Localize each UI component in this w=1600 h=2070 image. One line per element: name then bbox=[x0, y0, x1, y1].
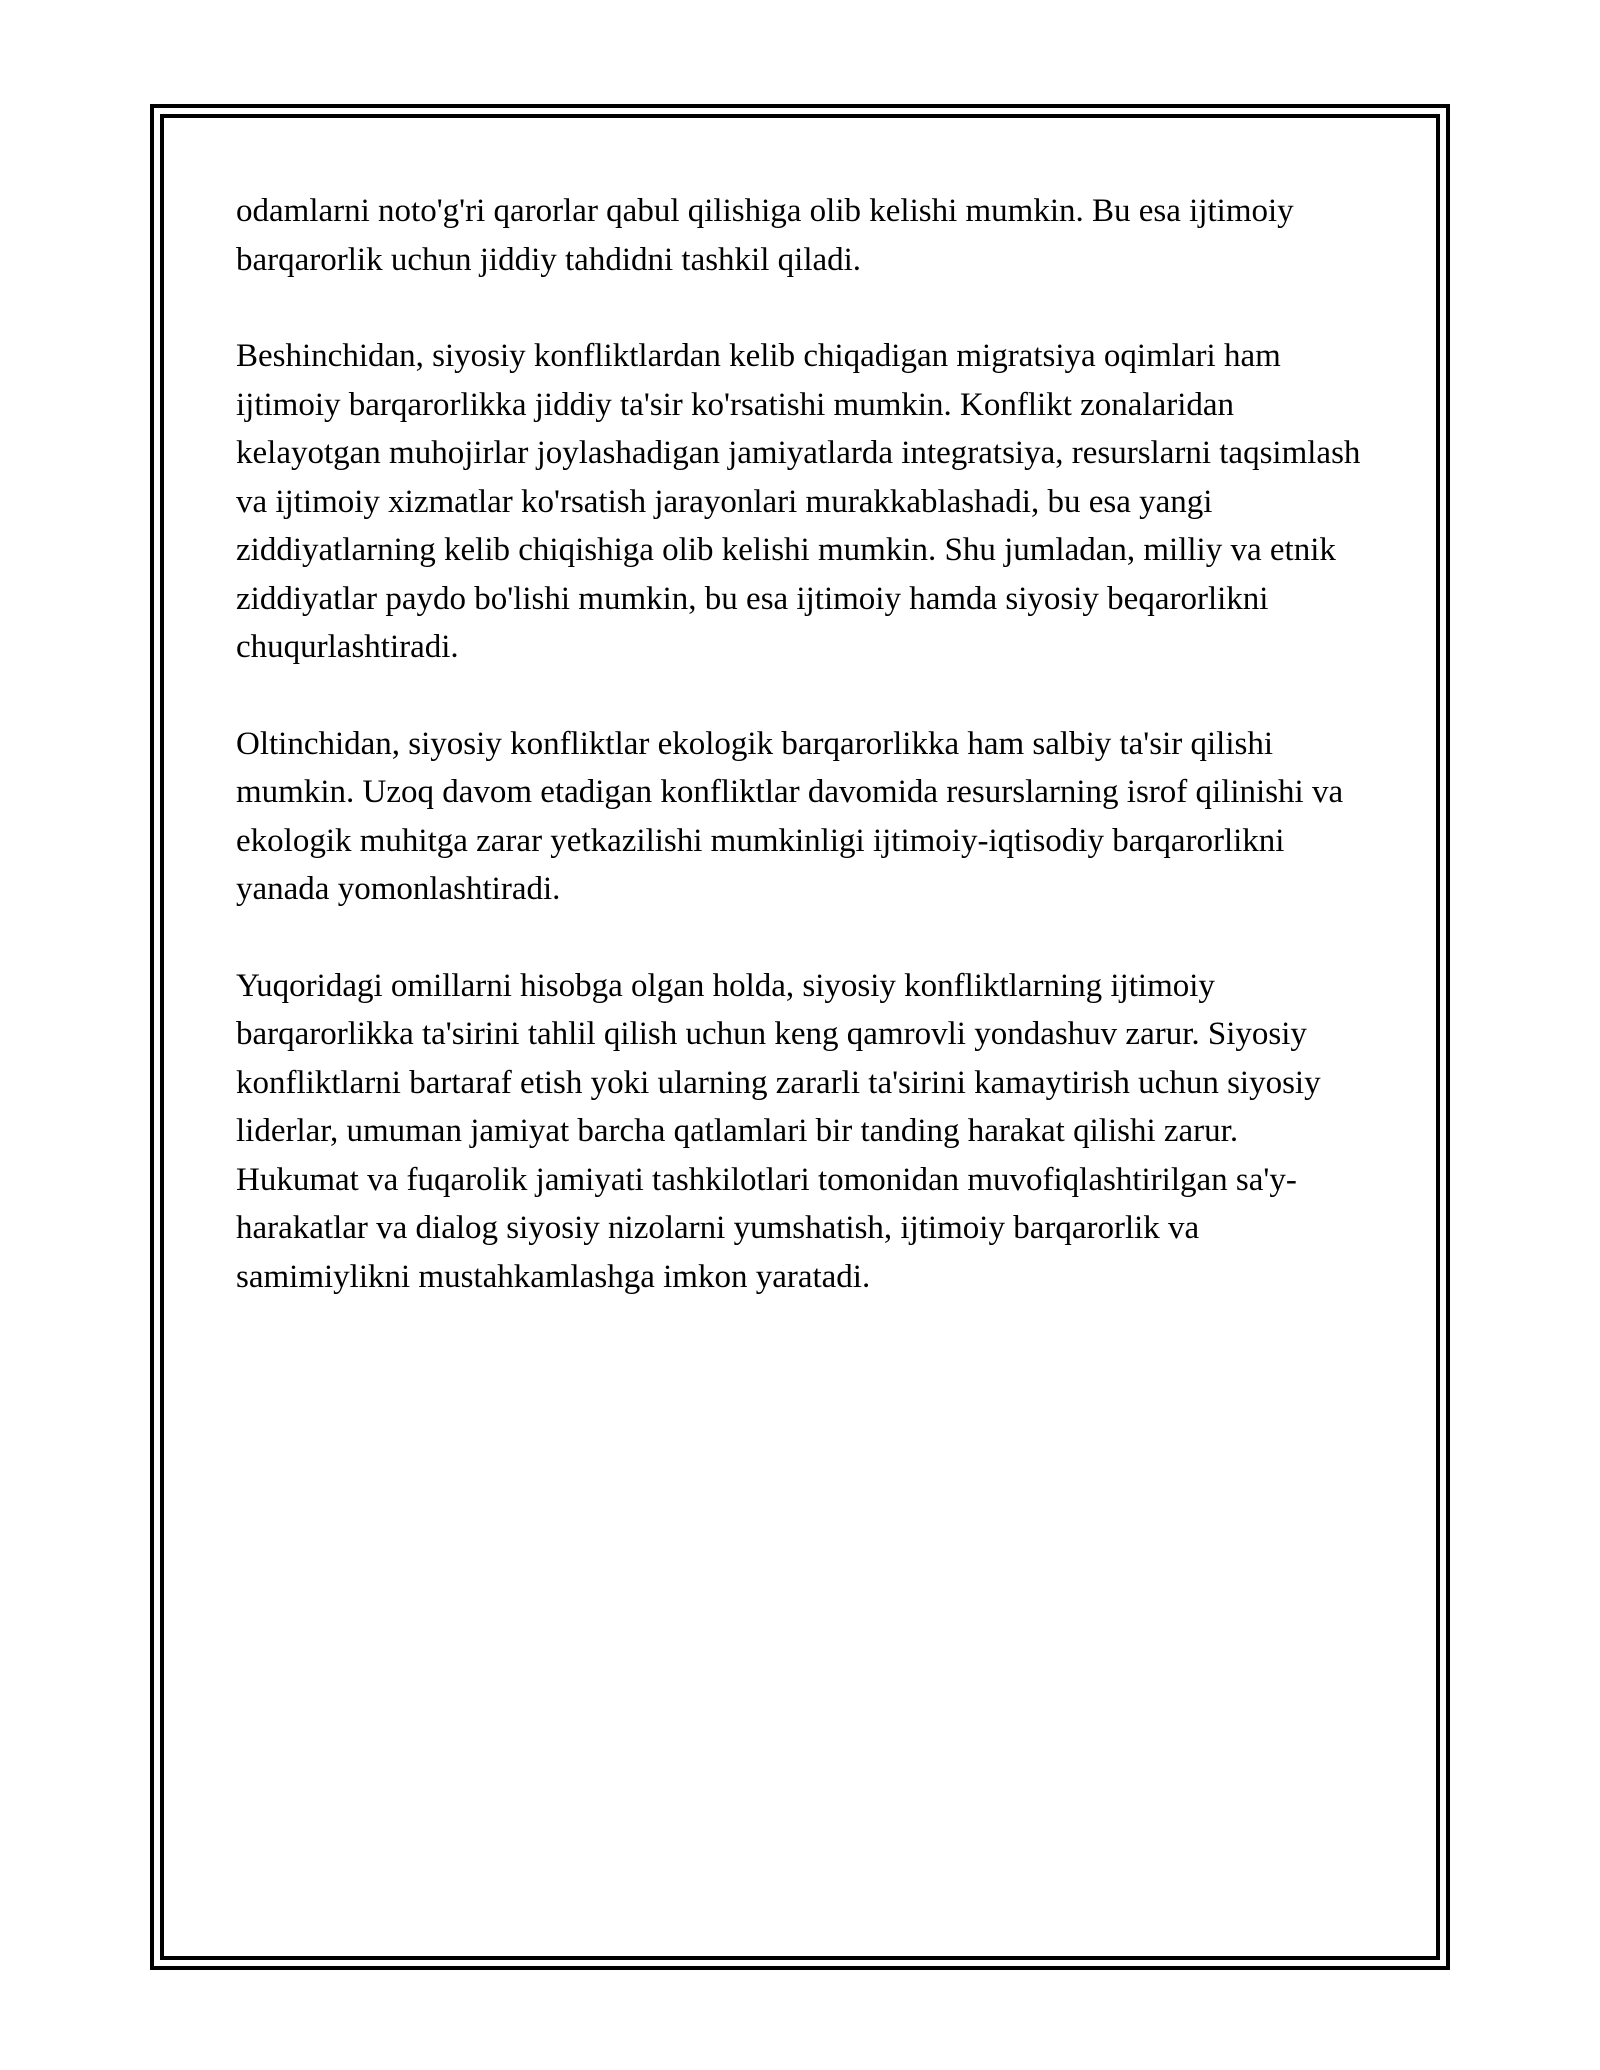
paragraph-3: Oltinchidan, siyosiy konfliktlar ekologik barqarorlikka ham salbiy ta'sir qilishi mumkin. Uzoq davom etadigan konfliktlar davomida resurslarning isrof qilinishi va ekologik muhitga zarar yetkazilishi mumkinligi ijtimoiy-iqtisodiy barqarorlikni yanada yomonlashtiradi. bbox=[236, 725, 1344, 907]
document-body bbox=[236, 187, 1366, 1301]
paragraph-1: odamlarni noto'g'ri qarorlar qabul qilishiga olib kelishi mumkin. Bu esa ijtimoiy barqarorlik uchun jiddiy tahdidni tashkil qiladi. bbox=[236, 193, 1294, 278]
paragraph-4: Yuqoridagi omillarni hisobga olgan holda, siyosiy konfliktlarning ijtimoiy barqarorlikka ta'sirini tahlil qilish uchun keng qamrovli yondashuv zarur. Siyosiy konfliktlarni bartaraf etish yoki ularning zararli ta'sirini kamaytirish uchun siyosiy liderlar, umuman jamiyat barcha qatlamlari bir tanding harakat qilishi zarur. Hukumat va fuqarolik jamiyati tashkilotlari tomonidan muvofiqlashtirilgan sa'y-harakatlar va dialog siyosiy nizolarni yumshatish, ijtimoiy barqarorlik va samimiylikni mustahkamlashga imkon yaratadi. bbox=[236, 967, 1321, 1295]
paragraph-2: Beshinchidan, siyosiy konfliktlardan kelib chiqadigan migratsiya oqimlari ham ijtimoiy barqarorlikka jiddiy ta'sir ko'rsatishi mumkin. Konflikt zonalaridan kelayotgan muhojirlar joylashadigan jamiyatlarda integratsiya, resurslarni taqsimlash va ijtimoiy xizmatlar ko'rsatish jarayonlari murakkablashadi, bu esa yangi ziddiyatlarning kelib chiqishiga olib kelishi mumkin. Shu jumladan, milliy va etnik ziddiyatlar paydo bo'lishi mumkin, bu esa ijtimoiy hamda siyosiy beqarorlikni chuqurlashtiradi. bbox=[236, 338, 1361, 665]
